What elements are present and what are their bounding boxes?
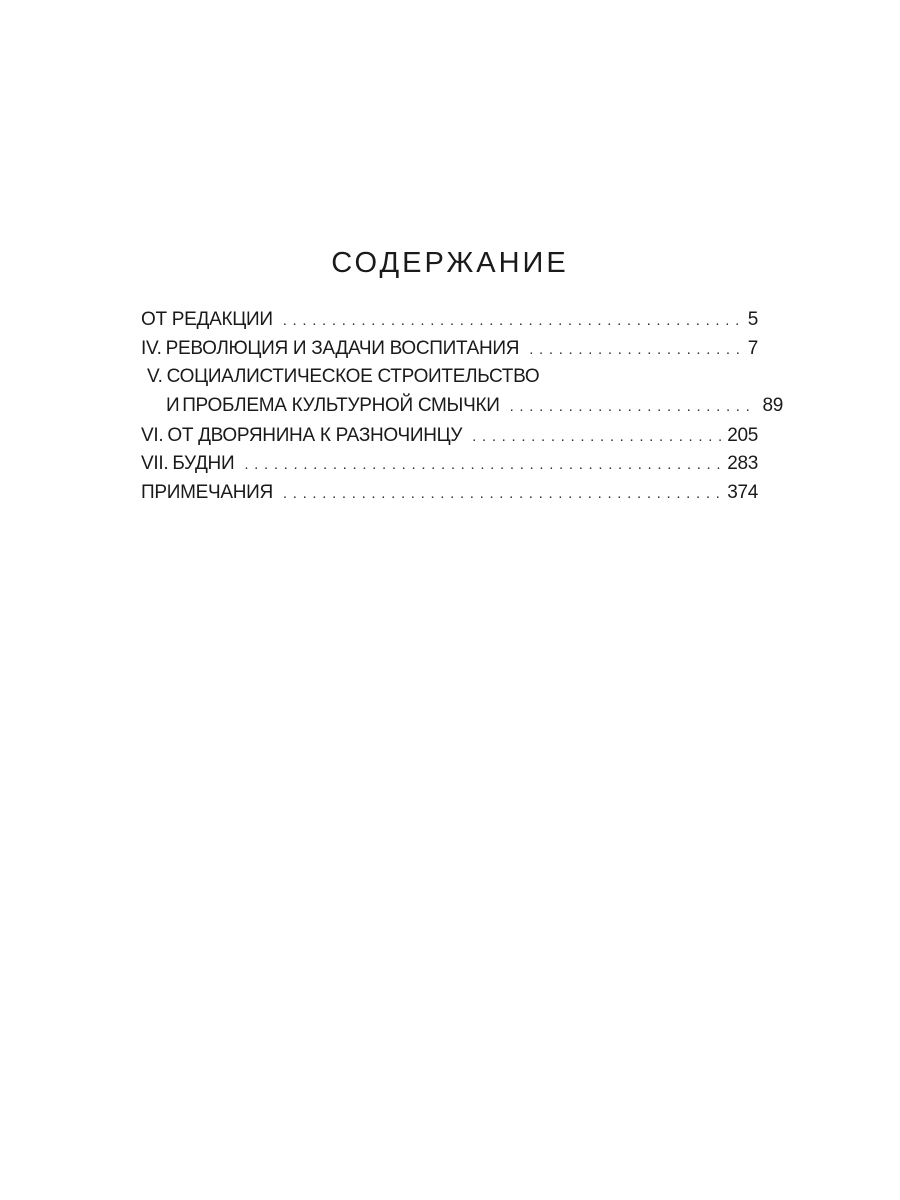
toc-entry-title-continued: ПРОБЛЕМА КУЛЬТУРНОЙ СМЫЧКИ xyxy=(182,395,500,417)
toc-entry xyxy=(141,306,758,335)
toc-entry xyxy=(141,335,758,364)
toc-entry xyxy=(141,422,758,451)
toc-chapter-number: V. xyxy=(147,366,163,388)
toc-entry-title: ПРИМЕЧАНИЯ xyxy=(141,482,273,504)
toc-page-number: 283 xyxy=(727,453,758,475)
toc-dot-leader xyxy=(244,451,721,480)
toc-dot-leader xyxy=(283,480,721,509)
toc-page-number: 89 xyxy=(762,395,783,417)
toc-dot-leader xyxy=(283,307,742,336)
toc-page-number: 374 xyxy=(727,482,758,504)
toc-entry-title: РЕВОЛЮЦИЯ И ЗАДАЧИ ВОСПИТАНИЯ xyxy=(165,337,520,359)
toc-page-number: 7 xyxy=(747,337,758,359)
toc-entry-title: ОТ ДВОРЯНИНА К РАЗНОЧИНЦУ xyxy=(167,424,463,446)
toc-entry-title: ОТ РЕДАКЦИИ xyxy=(141,309,273,330)
toc-title: СОДЕРЖАНИЕ xyxy=(331,247,569,279)
toc-chapter-number: VII. xyxy=(141,453,169,475)
toc-chapter-number: VI. xyxy=(141,424,164,446)
toc-entry xyxy=(141,479,758,508)
toc-page-number: 205 xyxy=(727,424,758,446)
toc-entry-title: СОЦИАЛИСТИЧЕСКОЕ СТРОИТЕЛЬСТВО xyxy=(166,366,540,388)
toc-dot-leader xyxy=(529,336,742,365)
toc-chapter-number: IV. xyxy=(141,337,162,359)
toc-entry-title: БУДНИ xyxy=(172,453,235,475)
toc-dot-leader xyxy=(510,393,757,422)
toc-entry-title-continued-prefix: И xyxy=(166,395,180,417)
toc-entry xyxy=(141,450,758,479)
table-of-contents xyxy=(141,306,783,508)
toc-dot-leader xyxy=(472,423,721,452)
toc-entry xyxy=(141,363,783,421)
toc-page-number: 5 xyxy=(747,309,758,330)
